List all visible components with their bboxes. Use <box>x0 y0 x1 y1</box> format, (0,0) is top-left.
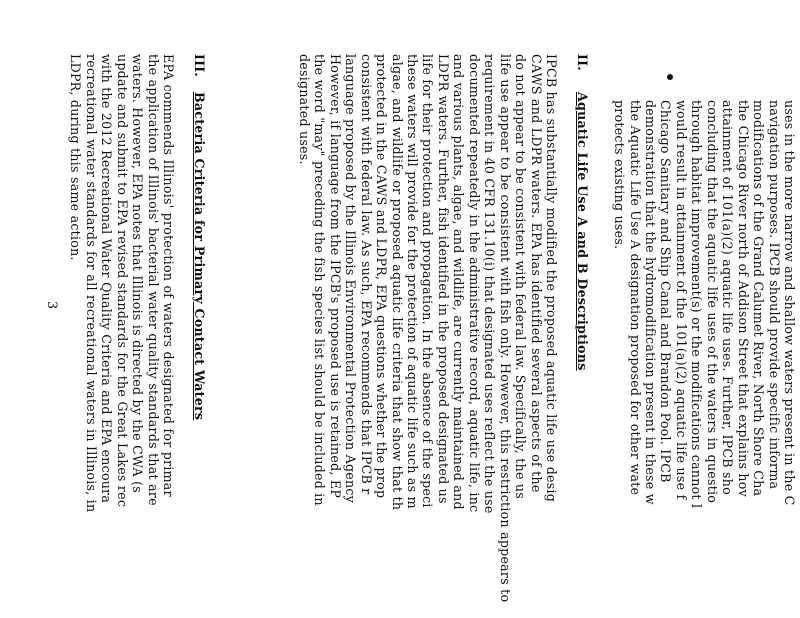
text-line: modifications of the Grand Calumet River, North Shore Cha <box>751 100 767 497</box>
section-iii-heading <box>192 54 207 420</box>
text-line: navigation purposes. IPCB should provide specific informa <box>766 100 782 490</box>
text-line: update and submit to EPA revised standards for the Great Lakes rec <box>114 54 130 508</box>
continuation-paragraph <box>612 100 797 508</box>
text-line: requirement in 40 CFR 131.10(i) that designated uses reflect the use <box>482 54 498 514</box>
text-line: would result in attainment of the 101(a)(2) aquatic life use f <box>673 100 689 500</box>
text-line: recreational water standards for all recreational waters in Illinois, in <box>83 54 99 513</box>
text-line: the Aquatic Life Use A designation proposed for other wate <box>627 100 643 496</box>
text-line: protects existing uses. <box>612 100 628 250</box>
text-line: EPA commends Illinois' protection of waters designated for primar <box>161 54 176 497</box>
section-iii-number: III. <box>192 54 207 78</box>
text-line: life use appear to be consistent with fish only. However, this restriction appears to <box>497 54 513 603</box>
text-line: IPCB has substantially modified the proposed aquatic life use desig <box>544 54 559 503</box>
text-line: designated uses. <box>297 54 312 165</box>
text-line: Chicago Sanitary and Ship Canal and Brandon Pool. IPCB <box>658 100 674 483</box>
text-line: demonstration that the hydromodification present in these w <box>643 100 659 505</box>
section-ii-heading <box>575 54 590 371</box>
text-line: However, if language from the IPCB's proposed use is retained, EP <box>327 54 343 499</box>
text-line: LDPR, during this same action. <box>68 54 84 261</box>
text-line: protected in the CAWS and LDPR, EPA questions whether the prop <box>374 54 390 499</box>
text-line: life for their protection and propagation. In the absence of the speci <box>420 54 436 508</box>
text-line: consistent with federal law. As such, EPA recommends that IPCB r <box>358 54 374 495</box>
text-line: uses in the more narrow and shallow waters present in the C <box>782 100 797 506</box>
section-ii-paragraph <box>297 54 559 602</box>
section-iii-title: Bacteria Criteria for Primary Contact Waters <box>192 92 207 421</box>
section-ii-number: II. <box>575 54 590 71</box>
text-line: with the 2012 Recreational Water Quality Criteria and EPA encoura <box>99 54 115 504</box>
text-line: attainment of 101(a)(2) aquatic life uses. Further, IPCB sho <box>720 100 736 495</box>
text-line: these waters will provide for the protection of aquatic life such as m <box>405 54 421 509</box>
bullet-icon <box>667 74 673 80</box>
text-line: the application of Illinois' bacterial water quality standards that are <box>145 54 161 506</box>
text-line: the word "may" preceding the fish species list should be included in <box>312 54 328 506</box>
text-line: waters. However, EPA notes that Illinois is directed by the CWA (s <box>130 54 146 493</box>
text-line: LDPR waters. Further, fish identified in the proposed designated us <box>435 54 451 504</box>
text-line: language proposed by the Illinois Environmental Protection Agency <box>343 54 359 504</box>
section-ii-title: Aquatic Life Use A and B Descriptions <box>575 92 590 371</box>
text-line: through habitat improvement(s) or the modifications cannot l <box>689 100 705 509</box>
page-number: 3 <box>45 301 60 310</box>
text-line: do not appear to be consistent with federal law. Specifically, the us <box>513 54 529 499</box>
text-line: documented repeatedly in the administrative record, aquatic life, inc <box>466 54 482 513</box>
section-iii-paragraph <box>68 54 176 512</box>
text-line: concluding that the aquatic life uses of the waters in questio <box>704 100 720 504</box>
text-line: CAWS and LDPR waters. EPA has identified several aspects of the <box>528 54 544 493</box>
text-line: and various plants, algae, and wildlife, are currently maintained and <box>451 54 467 510</box>
text-line: algae, and wildlife or proposed aquatic life criteria that show that th <box>389 54 405 511</box>
text-line: the Chicago River north of Addison Street that explains hov <box>735 100 751 497</box>
